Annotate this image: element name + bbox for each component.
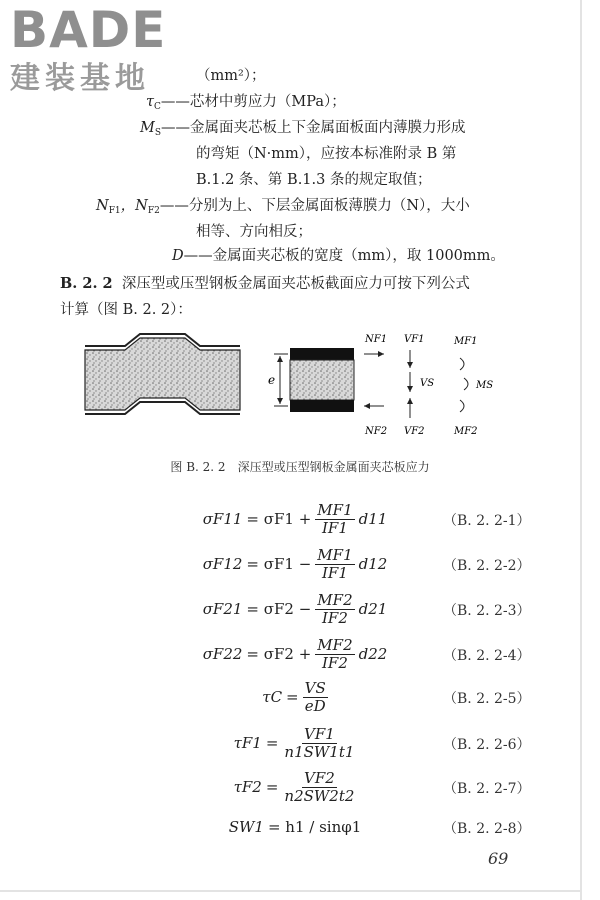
- definition-nf: $N_{F1}$，$N_{F2}——$分别为上、下层金属面板薄膜力（N），大小: [96, 198, 470, 216]
- equation: [150, 590, 440, 628]
- equation: [150, 500, 440, 538]
- page-bottom-line: [0, 890, 582, 892]
- label-vs: VS: [420, 378, 435, 389]
- label-vf2: VF2: [404, 426, 425, 437]
- equation-operator: = h1 / sinφ1: [267, 818, 362, 836]
- equation: [150, 724, 440, 762]
- equation-denominator: IF2: [322, 653, 348, 672]
- equation-lhs: SW1: [228, 818, 264, 836]
- label-mf2: MF2: [454, 426, 478, 437]
- definition-nf-line2: 相等、方向相反；: [196, 224, 312, 240]
- equation-fraction: [282, 726, 356, 761]
- page-edge-line: [580, 0, 582, 900]
- definition-tau-c: $\tau_C——$芯材中剪应力（MPa）；: [146, 94, 346, 112]
- equation-number: （B. 2. 2-8）: [443, 821, 531, 837]
- equation-operator: =: [265, 778, 279, 796]
- equation-factor: d21: [358, 600, 388, 618]
- definition-unit-line: （mm²）；: [196, 68, 266, 84]
- equation-numerator: VF1: [304, 724, 335, 743]
- logo-brand: BADE: [10, 1, 167, 59]
- equation-factor: d12: [358, 555, 388, 573]
- equation-factor: d11: [358, 510, 388, 528]
- page-number: 69: [488, 849, 509, 868]
- equation-fraction: [315, 547, 354, 582]
- label-e: e: [268, 373, 276, 387]
- definition-ms-line2: 的弯矩（N·mm），应按本标准附录 B 第: [196, 146, 457, 162]
- definition-symbol: $M_S$: [140, 120, 162, 138]
- equation-denominator: eD: [304, 696, 326, 715]
- label-ms: MS: [476, 380, 494, 391]
- equation: [150, 808, 440, 846]
- definition-symbol: $N_{F1}$，$N_{F2}$: [96, 198, 160, 216]
- equation-number: （B. 2. 2-7）: [443, 781, 531, 797]
- equation-operator: = σF1 −: [246, 555, 312, 573]
- equation-fraction: [315, 502, 354, 537]
- equation-operator: = σF1 +: [246, 510, 312, 528]
- equation-fraction: [303, 680, 328, 715]
- definition-ms-line3: B.1.2 条、第 B.1.3 条的规定取值；: [196, 172, 432, 188]
- equation-lhs: τF1: [233, 734, 262, 752]
- equation-factor: d22: [358, 645, 388, 663]
- clause-text-line2: 计算（图 B. 2. 2）：: [60, 302, 192, 318]
- equation-numerator: MF1: [317, 545, 353, 564]
- equation-numerator: MF2: [317, 635, 353, 654]
- clause-text: 深压型或压型钢板金属面夹芯板截面应力可按下列公式: [121, 276, 470, 292]
- label-nf1: NF1: [365, 334, 388, 345]
- label-nf2: NF2: [365, 426, 388, 437]
- equation-denominator: IF1: [322, 563, 348, 582]
- label-vf1: VF1: [404, 334, 425, 345]
- equation: [150, 635, 440, 673]
- equation-denominator: n2SW2t2: [284, 786, 355, 805]
- figure-b-2-2: [80, 322, 500, 452]
- clause-heading: [60, 274, 470, 294]
- equation-numerator: MF1: [317, 500, 353, 519]
- equation-numerator: VF2: [304, 768, 335, 787]
- equation: [150, 545, 440, 583]
- sandwich-panel: [268, 348, 354, 412]
- equation-number: （B. 2. 2-2）: [443, 558, 531, 574]
- equation-lhs: σF21: [202, 600, 243, 618]
- force-arrows: [364, 334, 493, 437]
- equation-number: （B. 2. 2-4）: [443, 648, 531, 664]
- equation-lhs: σF12: [202, 555, 243, 573]
- definition-symbol: $\tau_C$: [146, 94, 161, 112]
- equation-operator: =: [286, 688, 299, 706]
- logo-subtitle: 建装基地: [10, 61, 150, 96]
- corrugated-section: [85, 334, 240, 414]
- equation-denominator: n1SW1t1: [284, 742, 355, 761]
- equation: [150, 678, 440, 716]
- equation-lhs: τF2: [233, 778, 262, 796]
- equation-lhs: σF22: [202, 645, 243, 663]
- figure-caption: 图 B. 2. 2 深压型或压型钢板金属面夹芯板应力: [170, 460, 430, 474]
- equation-number: （B. 2. 2-5）: [443, 691, 531, 707]
- equation-numerator: MF2: [317, 590, 353, 609]
- equation-lhs: σF11: [202, 510, 243, 528]
- equation-number: （B. 2. 2-1）: [443, 513, 531, 529]
- equation-denominator: IF2: [322, 608, 348, 627]
- equation-fraction: [282, 770, 356, 805]
- definition-d: D——金属面夹芯板的宽度（mm），取 1000mm。: [172, 248, 505, 264]
- logo: [6, 2, 176, 100]
- equation-operator: = σF2 −: [246, 600, 312, 618]
- equation-operator: = σF2 +: [246, 645, 312, 663]
- equation-number: （B. 2. 2-6）: [443, 737, 531, 753]
- equation-lhs: τC: [262, 688, 283, 706]
- equation-fraction: [315, 637, 354, 672]
- equation-numerator: VS: [304, 678, 326, 697]
- definition-ms: $M_S——$金属面夹芯板上下金属面板面内薄膜力形成: [140, 120, 466, 138]
- equation: [150, 768, 440, 806]
- clause-number: B. 2. 2: [60, 275, 113, 292]
- label-mf1: MF1: [454, 336, 478, 347]
- equation-denominator: IF1: [322, 518, 348, 537]
- equation-number: （B. 2. 2-3）: [443, 603, 531, 619]
- definition-symbol: D: [172, 248, 184, 264]
- equation-operator: =: [265, 734, 279, 752]
- equation-fraction: [315, 592, 354, 627]
